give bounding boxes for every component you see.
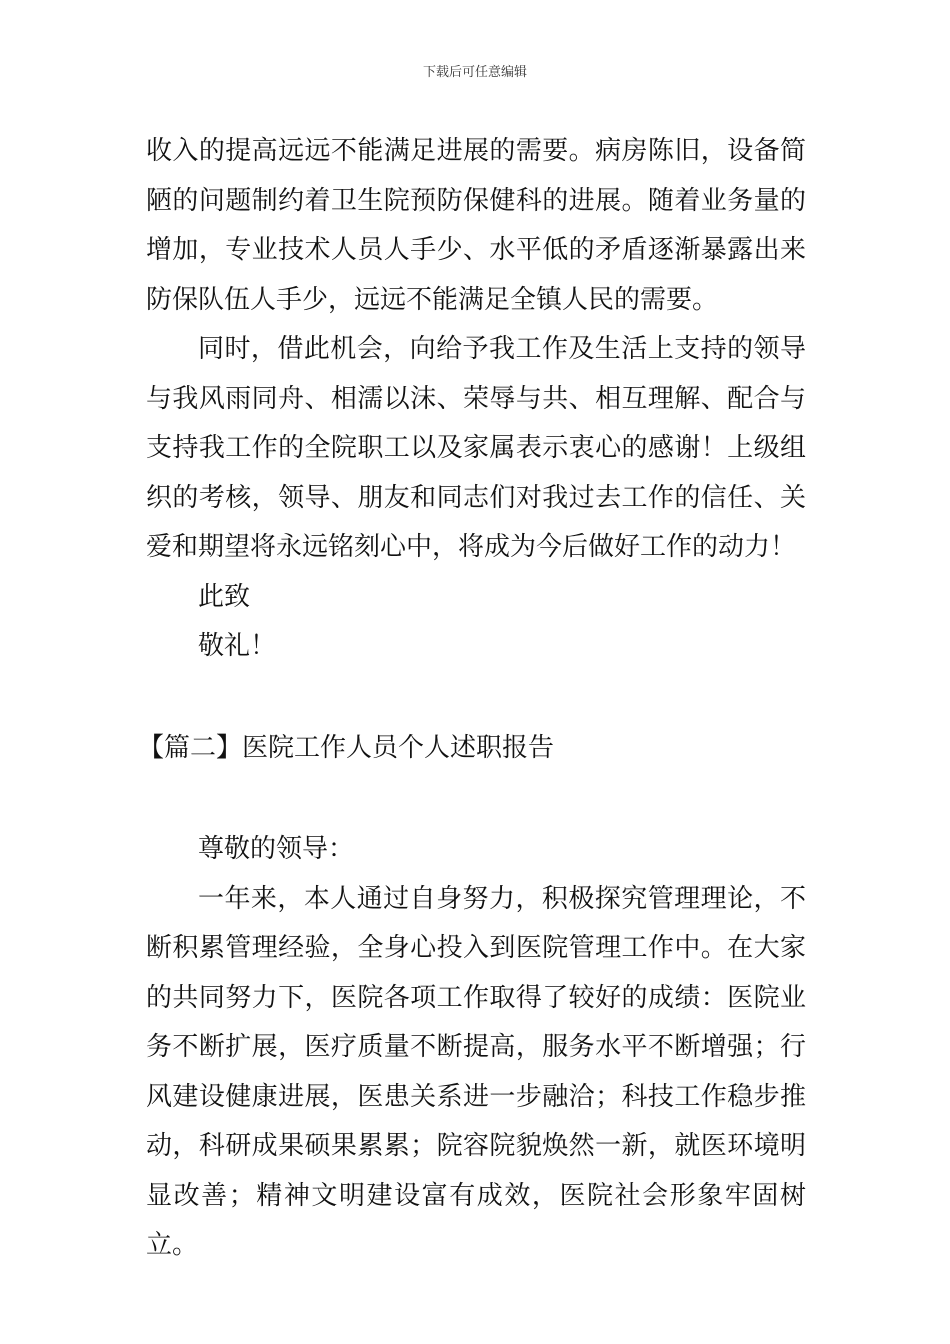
paragraph-1: 收入的提高远远不能满足进展的需要。病房陈旧，设备简陋的问题制约着卫生院预防保健科的进展。随着业务量的增加，专业技术人员人手少、水平低的矛盾逐渐暴露出来防保队伍人手少，远远不能满足全镇人民的需要。 xyxy=(146,136,806,315)
spacer xyxy=(146,672,806,724)
document-body xyxy=(138,127,806,1271)
section-title: 【篇二】医院工作人员个人述职报告 xyxy=(138,732,555,763)
page-header-note: 下载后可任意编辑 xyxy=(422,65,527,80)
closing-line-2: 敬礼！ xyxy=(198,631,277,661)
spacer xyxy=(146,773,806,825)
paragraph-2: 同时，借此机会，向给予我工作及生活上支持的领导与我风雨同舟、相濡以沫、荣辱与共、相互理解、配合与支持我工作的全院职工以及家属表示衷心的感谢！上级组织的考核，领导、朋友和同志们对我过去工作的信任、关爱和期望将永远铭刻心中，将成为今后做好工作的动力！ xyxy=(146,334,806,562)
paragraph-3: 一年来，本人通过自身努力，积极探究管理理论，不断积累管理经验，全身心投入到医院管理工作中。在大家的共同努力下，医院各项工作取得了较好的成绩：医院业务不断扩展，医疗质量不断提高，服务水平不断增强；行风建设健康进展，医患关系进一步融洽；科技工作稳步推动，科研成果硕果累累；院容院貌焕然一新，就医环境明显改善；精神文明建设富有成效，医院社会形象牢固树立。 xyxy=(146,883,806,1260)
salutation: 尊敬的领导： xyxy=(198,834,355,864)
closing-line-1: 此致 xyxy=(198,581,251,612)
